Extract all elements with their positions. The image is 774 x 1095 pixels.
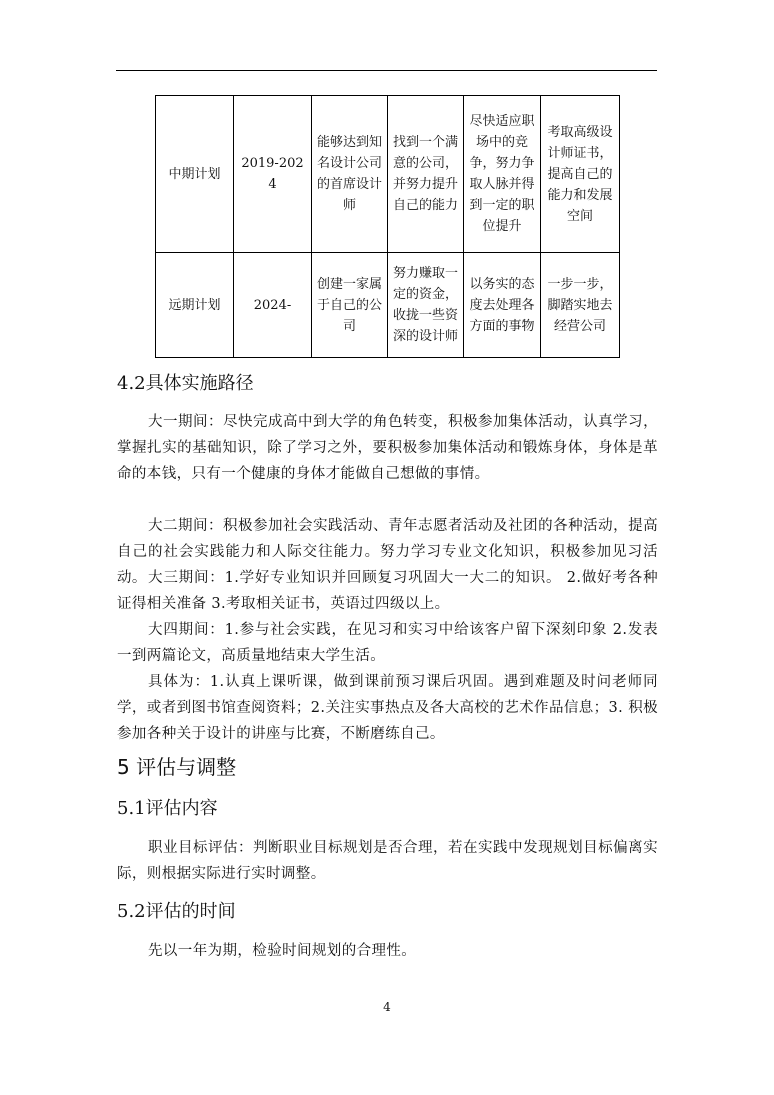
section-heading-4-2 (117, 371, 254, 397)
paragraph-year-two: 大二期间：积极参加社会实践活动、青年志愿者活动及社团的各种活动，提高自己的社会实践能力和人际交往能力。努力学习专业文化知识，积极参加见习活动。 (117, 518, 658, 586)
table-row (156, 253, 620, 358)
table-cell-extra: 一步一步，脚踏实地去经营公司 (541, 253, 620, 358)
paragraph-specifics: 具体为：1.认真上课听课，做到课前预习课后巩固。遇到难题及时问老师同学，或者到图书馆查阅资料；2.关注实事热点及各大高校的艺术作品信息；3. 积极参加各种关于设计的讲座与比赛，不断磨练自己。 (117, 674, 658, 742)
table-cell-goal: 能够达到知名设计公司的首席设计师 (312, 96, 388, 253)
table-cell-years: 2024- (234, 253, 312, 358)
section-number: 5.1 (117, 798, 146, 819)
section-title: 评估的时间 (145, 901, 236, 922)
section-number: 4.2 (117, 373, 146, 394)
table-cell-approach: 找到一个满意的公司，并努力提升自己的能力 (388, 96, 464, 253)
section-title: 具体实施路径 (145, 373, 254, 394)
header-rule (116, 70, 657, 71)
paragraph-year-one: 大一期间：尽快完成高中到大学的角色转变，积极参加集体活动，认真学习，掌握扎实的基础知识，除了学习之外，要积极参加集体活动和锻炼身体，身体是革命的本钱，只有一个健康的身体才能做自己想做的事情。 (117, 414, 658, 482)
table-cell-approach: 努力赚取一定的资金，收拢一些资深的设计师 (388, 253, 464, 358)
table-cell-strategy: 尽快适应职场中的竞争，努力争取人脉并得到一定的职位提升 (464, 96, 541, 253)
section-title: 评估内容 (145, 798, 218, 819)
paragraph-year-four: 大四期间：1.参与社会实践，在见习和实习中给该客户留下深刻印象 2.发表一到两篇论文，高质量地结束大学生活。 (117, 622, 658, 664)
career-plan-table (155, 95, 620, 358)
section-heading-5-2 (117, 899, 236, 925)
section-heading-5-1 (117, 796, 218, 822)
table-cell-extra: 考取高级设计师证书，提高自己的能力和发展空间 (541, 96, 620, 253)
section-heading-5: 5 评估与调整 (117, 755, 237, 779)
table-cell-years: 2019-2024 (234, 96, 312, 253)
section-number: 5.2 (117, 901, 146, 922)
table-row (156, 96, 620, 253)
table-cell-phase: 中期计划 (156, 96, 234, 253)
page-number: 4 (383, 1000, 391, 1014)
table-cell-phase: 远期计划 (156, 253, 234, 358)
table-cell-strategy: 以务实的态度去处理各方面的事物 (464, 253, 541, 358)
paragraph-evaluation-content: 职业目标评估：判断职业目标规划是否合理，若在实践中发现规划目标偏离实际，则根据实际进行实时调整。 (117, 840, 658, 882)
paragraph-year-three: 大三期间：1.学好专业知识并回顾复习巩固大一大二的知识。 2.做好考各种证得相关准备 3.考取相关证书，英语过四级以上。 (117, 570, 658, 612)
paragraph-evaluation-time: 先以一年为期，检验时间规划的合理性。 (148, 943, 417, 959)
table-cell-goal: 创建一家属于自己的公司 (312, 253, 388, 358)
